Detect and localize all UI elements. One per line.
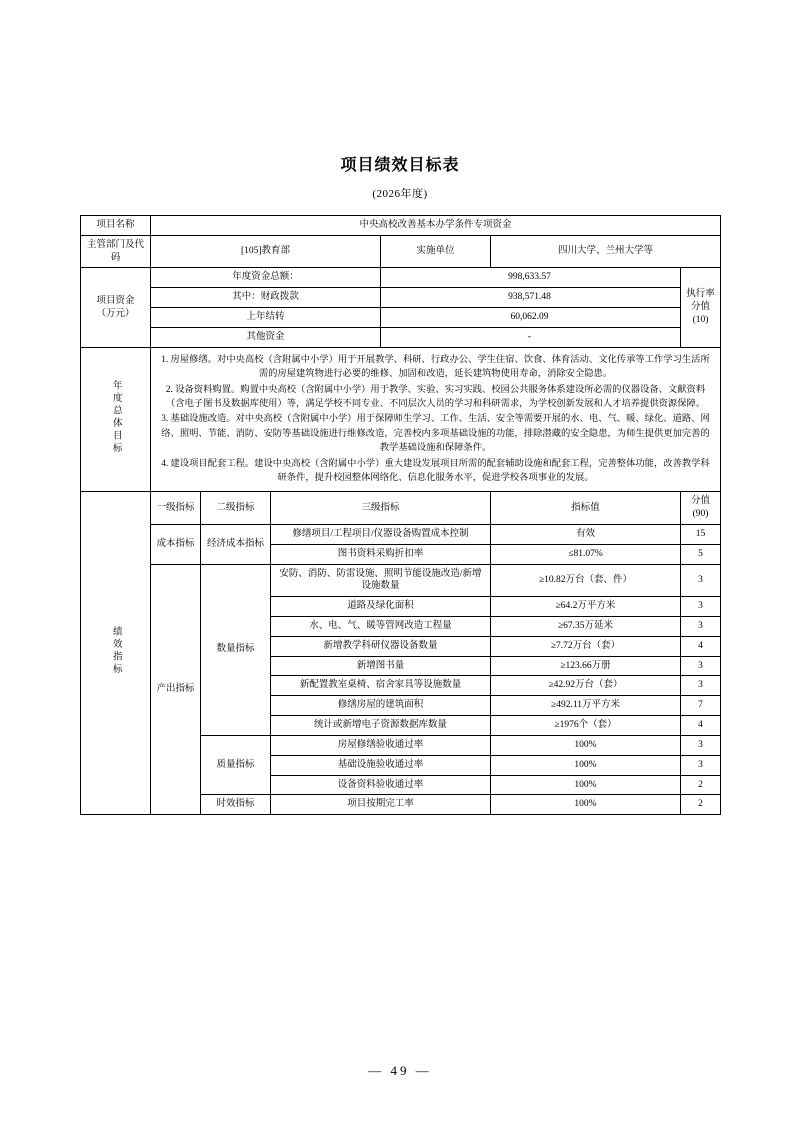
performance-indicator-label [81, 492, 151, 815]
indicator-value: ≥10.82万台（套、件） [491, 564, 681, 597]
table-row [81, 288, 721, 308]
column-header-level2: 二级指标 [201, 492, 271, 525]
fund-row-name: 上年结转 [151, 308, 381, 328]
level1-cost: 成本指标 [151, 524, 201, 564]
exec-label-line2: 分值 [691, 302, 711, 313]
level3-indicator: 水、电、气、暖等管网改造工程量 [271, 617, 491, 637]
indicator-value: 100% [491, 755, 681, 775]
page-title: 项目绩效目标表 [340, 157, 460, 174]
indicator-score: 5 [681, 544, 721, 564]
column-header-level1: 一级指标 [151, 492, 201, 525]
exec-label-line3: (10) [692, 314, 709, 325]
dept-label: 主管部门及代码 [81, 235, 151, 268]
indicator-value: ≥42.92万台（套） [491, 676, 681, 696]
indicator-value: ≥64.2万平方米 [491, 597, 681, 617]
indicator-score: 3 [681, 656, 721, 676]
indicator-value: 100% [491, 775, 681, 795]
project-name-label: 项目名称 [81, 216, 151, 236]
table-row [81, 308, 721, 328]
unit-value: 四川大学、兰州大学等 [491, 235, 721, 268]
table-row [81, 235, 721, 268]
level3-indicator: 修缮房屋的建筑面积 [271, 696, 491, 716]
fund-row-name: 其中：财政拨款 [151, 288, 381, 308]
indicator-value: ≥492.11万平方米 [491, 696, 681, 716]
execution-rate-score-label [681, 268, 721, 347]
indicator-value: 100% [491, 795, 681, 815]
year-goal-label [81, 347, 151, 492]
level3-indicator: 基础设施验收通过率 [271, 755, 491, 775]
level3-indicator: 统计或新增电子资源数据库数量 [271, 716, 491, 736]
table-row [81, 347, 721, 492]
indicator-value: ≥67.35万延米 [491, 617, 681, 637]
year-goal-paragraph: 3. 基础设施改造。对中央高校（含附属中小学）用于保障师生学习、工作、生活、安全等需要开展的水、电、气、暖、绿化、道路、网络、照明、节能、消防、安防等基础设施进行维修改造，完善校内多项基础设施的功能，排除潜藏的安全隐患，为师生提供更加完善的教学基础设施和保障条件。 [161, 414, 710, 454]
indicator-score: 3 [681, 735, 721, 755]
level3-indicator: 房屋修缮验收通过率 [271, 735, 491, 755]
indicator-score: 2 [681, 795, 721, 815]
indicator-value: 100% [491, 735, 681, 755]
column-header-score [681, 492, 721, 525]
indicator-score: 7 [681, 696, 721, 716]
dept-value: [105]教育部 [151, 235, 381, 268]
year-goal-paragraph: 2. 设备资料购置。购置中央高校（含附属中小学）用于教学、实验、实习实践、校园公共服务体系建设所必需的仪器设备、文献资料（含电子图书及数据库使用）等，满足学校不同专业、不同层次人员的学习和科研需求，为学校创新发展和人才培养提供资源保障。 [165, 384, 706, 409]
funds-label-line2: （万元） [96, 308, 135, 319]
table-row [81, 524, 721, 544]
level2-economic-cost: 经济成本指标 [201, 524, 271, 564]
fund-row-value: - [381, 327, 681, 347]
indicator-value: ≥7.72万台（套） [491, 636, 681, 656]
fund-row-value: 998,633.57 [381, 268, 681, 288]
level3-indicator: 图书资料采购折扣率 [271, 544, 491, 564]
project-name-value: 中央高校改善基本办学条件专项资金 [151, 216, 721, 236]
funds-label [81, 268, 151, 347]
level2-timeliness: 时效指标 [201, 795, 271, 815]
column-header-value: 指标值 [491, 492, 681, 525]
level3-indicator: 道路及绿化面积 [271, 597, 491, 617]
fund-row-name: 年度资金总额： [151, 268, 381, 288]
unit-label: 实施单位 [381, 235, 491, 268]
exec-label-line1: 执行率 [686, 289, 715, 300]
score-header-line1: 分值 [691, 496, 711, 507]
year-goal-paragraph: 1. 房屋修缮。对中央高校（含附属中小学）用于开展教学、科研、行政办公、学生住宿、饮食、体育活动、文化传承等工作学习生活所需的房屋建筑物进行必要的维修、加固和改造，延长建筑物使用寿命，消除安全隐患。 [161, 354, 710, 380]
score-header-line2: (90) [692, 509, 709, 520]
indicator-value: ≤81.07% [491, 544, 681, 564]
page-number: — 49 — [368, 1063, 432, 1078]
indicator-score: 2 [681, 775, 721, 795]
table-row [81, 327, 721, 347]
indicator-score: 3 [681, 676, 721, 696]
indicator-score: 15 [681, 524, 721, 544]
level3-indicator: 项目按期完工率 [271, 795, 491, 815]
performance-indicator-label-text: 绩效指标 [110, 625, 121, 676]
year-goal-content [151, 347, 721, 492]
table-header-row [81, 492, 721, 525]
performance-target-table [80, 215, 720, 815]
year-goal-paragraph: 4. 建设项目配套工程。建设中央高校（含附属中小学）重大建设发展项目所需的配套辅助设施和配套工程，完善整体功能，改善教学科研条件，提升校园整体网络化、信息化服务水平，促进学校各项事业的发展。 [161, 458, 710, 483]
column-header-level3: 三级指标 [271, 492, 491, 525]
indicator-score: 3 [681, 564, 721, 597]
table-row [81, 564, 721, 597]
level2-quality: 质量指标 [201, 735, 271, 794]
level3-indicator: 新增教学科研仪器设备数量 [271, 636, 491, 656]
indicator-value: 有效 [491, 524, 681, 544]
indicator-score: 3 [681, 597, 721, 617]
indicator-score: 3 [681, 755, 721, 775]
indicator-value: ≥1976个（套） [491, 716, 681, 736]
indicator-value: ≥123.66万册 [491, 656, 681, 676]
fund-row-value: 938,571.48 [381, 288, 681, 308]
indicator-score: 3 [681, 617, 721, 637]
level3-indicator: 新增图书量 [271, 656, 491, 676]
fund-row-value: 60,062.09 [381, 308, 681, 328]
level3-indicator: 安防、消防、防雷设施、照明节能设施改造/新增设施数量 [271, 564, 491, 597]
year-goal-label-text: 年度总体目标 [110, 379, 121, 455]
funds-label-line1: 项目资金 [96, 295, 135, 306]
table-row [81, 216, 721, 236]
level3-indicator: 新配置教室桌椅、宿舍家具等设施数量 [271, 676, 491, 696]
fund-row-name: 其他资金 [151, 327, 381, 347]
level2-quantity: 数量指标 [201, 564, 271, 735]
indicator-score: 4 [681, 716, 721, 736]
level1-output: 产出指标 [151, 564, 201, 815]
level3-indicator: 修缮项目/工程项目/仪器设备购置成本控制 [271, 524, 491, 544]
level3-indicator: 设备资料验收通过率 [271, 775, 491, 795]
indicator-score: 4 [681, 636, 721, 656]
page-subtitle: (2026年度) [372, 188, 428, 200]
table-row [81, 268, 721, 288]
